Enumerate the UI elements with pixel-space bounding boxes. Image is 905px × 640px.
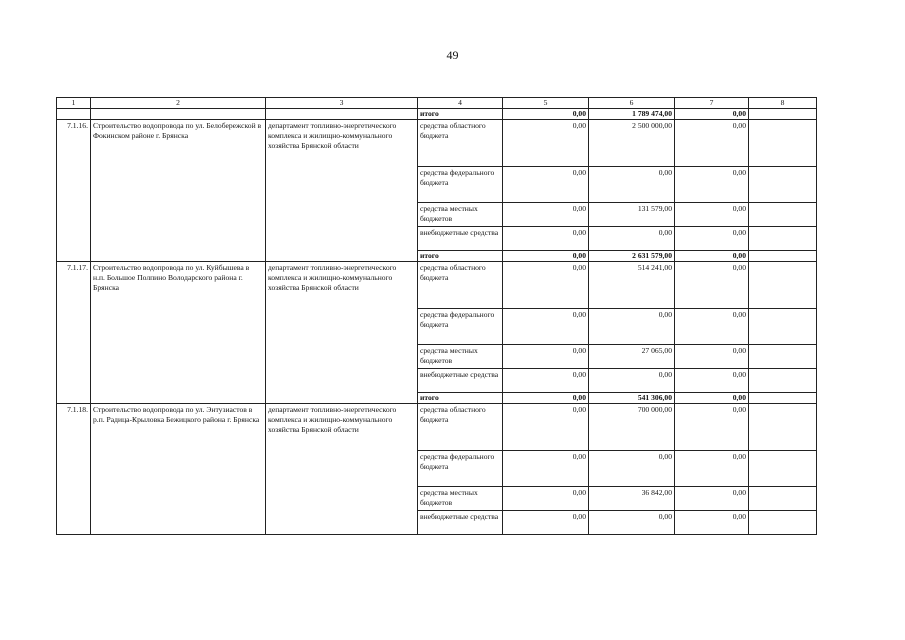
item-number: 7.1.17. xyxy=(57,262,91,404)
source-label: внебюджетные средства xyxy=(418,511,503,535)
value-col8 xyxy=(749,345,817,369)
item-number: 7.1.16. xyxy=(57,120,91,262)
value-col5: 0,00 xyxy=(503,227,589,251)
total-col6: 541 306,00 xyxy=(589,393,675,404)
item-department: департамент топливно-энергетического комплекса и жилищно-коммунального хозяйства Брянской области xyxy=(266,120,418,262)
value-col6: 0,00 xyxy=(589,227,675,251)
value-col6: 0,00 xyxy=(589,451,675,487)
page-number: 49 xyxy=(446,48,459,62)
value-col8 xyxy=(749,167,817,203)
value-col5: 0,00 xyxy=(503,404,589,451)
header-cell: 1 xyxy=(57,98,91,109)
header-cell: 5 xyxy=(503,98,589,109)
value-col7: 0,00 xyxy=(675,511,749,535)
header-cell: 4 xyxy=(418,98,503,109)
header-cell: 8 xyxy=(749,98,817,109)
value-col5: 0,00 xyxy=(503,309,589,345)
value-col8 xyxy=(749,262,817,309)
top-total-row xyxy=(57,109,817,120)
value-col6: 27 065,00 xyxy=(589,345,675,369)
value-col5: 0,00 xyxy=(503,487,589,511)
value-col5: 0,00 xyxy=(503,369,589,393)
header-cell: 2 xyxy=(91,98,266,109)
value-col5: 0,00 xyxy=(503,345,589,369)
value-col6: 0,00 xyxy=(589,309,675,345)
total-col6: 1 789 474,00 xyxy=(589,109,675,120)
value-col6: 514 241,00 xyxy=(589,262,675,309)
header-cell: 6 xyxy=(589,98,675,109)
value-col5: 0,00 xyxy=(503,511,589,535)
source-label: средства местных бюджетов xyxy=(418,203,503,227)
value-col6: 0,00 xyxy=(589,511,675,535)
value-col8 xyxy=(749,451,817,487)
source-label: средства федерального бюджета xyxy=(418,451,503,487)
value-col7: 0,00 xyxy=(675,309,749,345)
value-col7: 0,00 xyxy=(675,120,749,167)
value-col6: 0,00 xyxy=(589,167,675,203)
item-number: 7.1.18. xyxy=(57,404,91,535)
total-col5: 0,00 xyxy=(503,393,589,404)
total-col8 xyxy=(749,251,817,262)
source-label: средства федерального бюджета xyxy=(418,309,503,345)
value-col5: 0,00 xyxy=(503,120,589,167)
total-label: итого xyxy=(418,109,503,120)
value-col8 xyxy=(749,404,817,451)
value-col7: 0,00 xyxy=(675,167,749,203)
value-col7: 0,00 xyxy=(675,203,749,227)
item-name: Строительство водопровода по ул. Энтузиастов в р.п. Радица-Крыловка Бежицкого района г. Брянска xyxy=(91,404,266,535)
total-col7: 0,00 xyxy=(675,109,749,120)
header-row xyxy=(57,98,817,109)
value-col7: 0,00 xyxy=(675,227,749,251)
total-label: итого xyxy=(418,393,503,404)
value-col7: 0,00 xyxy=(675,262,749,309)
item-name: Строительство водопровода по ул. Белобережской в Фокинском районе г. Брянска xyxy=(91,120,266,262)
value-col7: 0,00 xyxy=(675,487,749,511)
item-name: Строительство водопровода по ул. Куйбышева в н.п. Большое Полпино Володарского района г. Брянска xyxy=(91,262,266,404)
total-col7: 0,00 xyxy=(675,251,749,262)
total-col6: 2 631 579,00 xyxy=(589,251,675,262)
budget-table xyxy=(56,97,817,535)
value-col6: 36 842,00 xyxy=(589,487,675,511)
empty-cell xyxy=(91,109,266,120)
source-label: средства местных бюджетов xyxy=(418,487,503,511)
value-col8 xyxy=(749,369,817,393)
total-col5: 0,00 xyxy=(503,109,589,120)
total-col5: 0,00 xyxy=(503,251,589,262)
total-label: итого xyxy=(418,251,503,262)
value-col7: 0,00 xyxy=(675,404,749,451)
value-col7: 0,00 xyxy=(675,345,749,369)
source-label: средства областного бюджета xyxy=(418,262,503,309)
value-col6: 2 500 000,00 xyxy=(589,120,675,167)
value-col5: 0,00 xyxy=(503,167,589,203)
value-col5: 0,00 xyxy=(503,451,589,487)
source-label: внебюджетные средства xyxy=(418,227,503,251)
value-col6: 131 579,00 xyxy=(589,203,675,227)
source-label: средства областного бюджета xyxy=(418,404,503,451)
empty-cell xyxy=(266,109,418,120)
value-col8 xyxy=(749,227,817,251)
source-label: средства областного бюджета xyxy=(418,120,503,167)
value-col5: 0,00 xyxy=(503,203,589,227)
header-cell: 3 xyxy=(266,98,418,109)
value-col7: 0,00 xyxy=(675,451,749,487)
value-col6: 700 000,00 xyxy=(589,404,675,451)
empty-cell xyxy=(57,109,91,120)
empty-cell xyxy=(749,109,817,120)
value-col8 xyxy=(749,487,817,511)
header-cell: 7 xyxy=(675,98,749,109)
source-row xyxy=(57,262,817,309)
total-col7: 0,00 xyxy=(675,393,749,404)
value-col6: 0,00 xyxy=(589,369,675,393)
total-col8 xyxy=(749,393,817,404)
item-department: департамент топливно-энергетического комплекса и жилищно-коммунального хозяйства Брянской области xyxy=(266,262,418,404)
value-col8 xyxy=(749,309,817,345)
source-label: средства местных бюджетов xyxy=(418,345,503,369)
value-col5: 0,00 xyxy=(503,262,589,309)
source-row xyxy=(57,120,817,167)
value-col8 xyxy=(749,120,817,167)
source-label: внебюджетные средства xyxy=(418,369,503,393)
value-col7: 0,00 xyxy=(675,369,749,393)
value-col8 xyxy=(749,511,817,535)
source-row xyxy=(57,404,817,451)
source-label: средства федерального бюджета xyxy=(418,167,503,203)
value-col8 xyxy=(749,203,817,227)
item-department: департамент топливно-энергетического комплекса и жилищно-коммунального хозяйства Брянской области xyxy=(266,404,418,535)
